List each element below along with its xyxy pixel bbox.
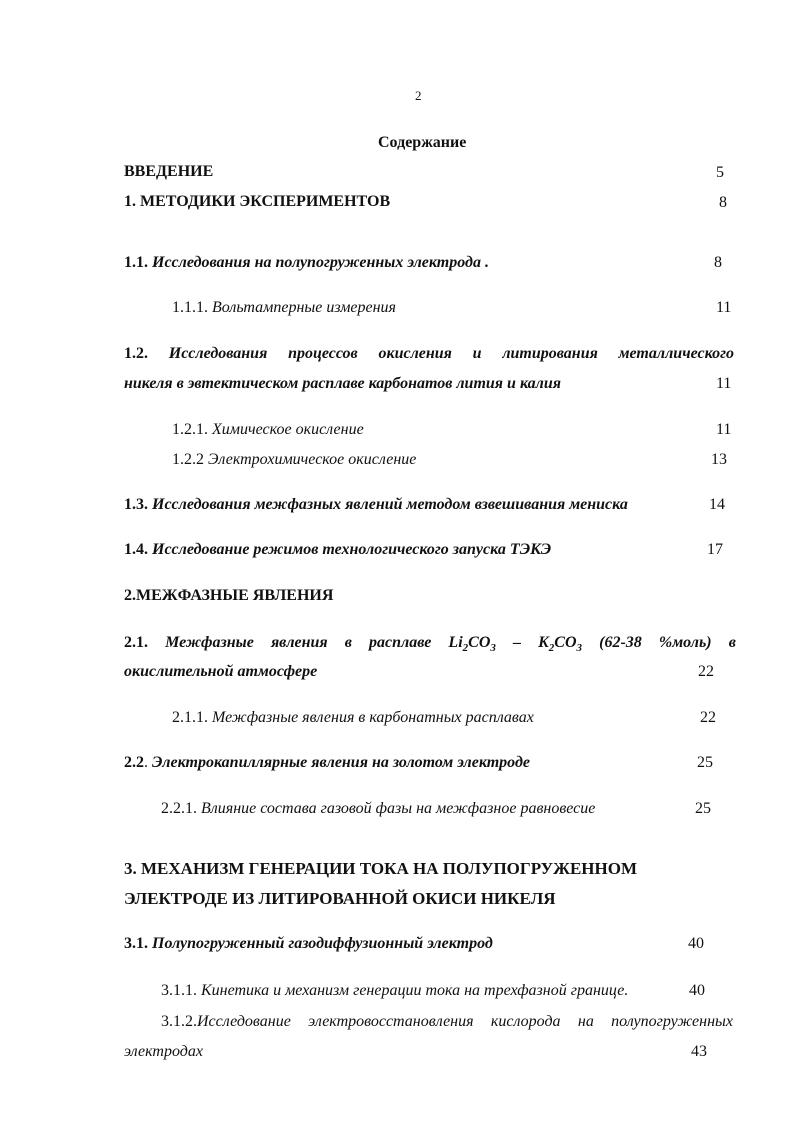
- word: полупогруженных: [611, 1013, 733, 1030]
- entry-number: 1.4.: [124, 541, 148, 558]
- entry-number: 3.1.1.: [161, 982, 197, 999]
- entry-text: Исследование режимов технологического запуска ТЭКЭ: [152, 541, 552, 558]
- toc-entry-3-1-1: [161, 982, 628, 1000]
- toc-page-1-2-1: 11: [716, 421, 732, 438]
- entry-number: 2.1.1.: [172, 709, 208, 726]
- toc-page-1-2-2: 13: [711, 451, 727, 468]
- entry-text: Влияние состава газовой фазы на межфазное равновесие: [201, 800, 596, 817]
- word: процессов: [288, 345, 358, 362]
- toc-entry-1-1: [124, 254, 489, 272]
- word: литирования: [502, 345, 598, 362]
- entry-text: Полупогруженный газодиффузионный электрод: [152, 935, 493, 952]
- formula-li2co3: $Li_2CO_3$: [448, 634, 496, 655]
- toc-page-2-2-1: 25: [695, 800, 711, 817]
- toc-page-1-1-1: 11: [716, 299, 732, 316]
- toc-title: Содержание: [378, 134, 467, 151]
- entry-number: 2.2.1.: [161, 800, 197, 817]
- toc-entry-2-1-1: [172, 709, 534, 727]
- entry-number: 1.2.: [124, 345, 148, 362]
- dash: –: [512, 634, 521, 651]
- entry-text: Электрокапиллярные явления на золотом электроде: [152, 754, 530, 771]
- page-number: 2: [415, 88, 422, 103]
- toc-page-1-4: 17: [707, 541, 723, 558]
- toc-page-1-1: 8: [714, 254, 722, 271]
- toc-page-section-1: 8: [719, 194, 727, 211]
- word: (62-38: [599, 634, 642, 651]
- toc-entry-3-1-2-line1: [161, 1013, 733, 1031]
- toc-page-2-1: 22: [698, 663, 714, 680]
- word: электровосстановления: [308, 1013, 474, 1030]
- word: и: [472, 345, 482, 362]
- word: Исследования: [168, 345, 268, 362]
- entry-number: 2.2: [124, 754, 144, 771]
- toc-entry-1-2-2: [172, 451, 416, 469]
- entry-number: 1.1.1.: [172, 299, 208, 316]
- word: окисления: [378, 345, 452, 362]
- formula-k2co3: $K_2CO_3$: [538, 634, 582, 655]
- entry-dot: .: [144, 754, 148, 771]
- entry-number: 2.1.: [124, 634, 148, 651]
- entry-text: Вольтамперные измерения: [212, 299, 396, 316]
- word: в: [728, 634, 736, 651]
- entry-number: 1.2.2: [172, 451, 204, 468]
- toc-entry-3-1: [124, 935, 493, 953]
- toc-page-3-1-1: 40: [689, 982, 705, 999]
- toc-page-3-1: 40: [688, 935, 704, 952]
- word: %моль): [658, 634, 712, 651]
- toc-page-2-2: 25: [697, 754, 713, 771]
- toc-entry-1-4: [124, 541, 551, 559]
- word: Исследование: [197, 1013, 291, 1030]
- toc-entry-section-3-line2: ЭЛЕКТРОДЕ ИЗ ЛИТИРОВАННОЙ ОКИСИ НИКЕЛЯ: [124, 889, 556, 908]
- entry-number: 1.1.: [124, 254, 148, 271]
- toc-entry-1-2-line1: [124, 345, 734, 363]
- toc-entry-1-3: [124, 496, 628, 514]
- toc-entry-section-3-line1: 3. МЕХАНИЗМ ГЕНЕРАЦИИ ТОКА НА ПОЛУПОГРУЖЕННОМ: [124, 859, 638, 878]
- entry-text: Межфазные явления в карбонатных расплавах: [212, 709, 534, 726]
- toc-page-1-3: 14: [709, 496, 725, 513]
- toc-entry-2-1-line2: окислительной атмосфере: [124, 663, 318, 680]
- entry-text: Исследования на полупогруженных электрода .: [152, 254, 489, 271]
- word: в: [344, 634, 352, 651]
- word: явления: [270, 634, 328, 651]
- entry-number: 1.2.1.: [172, 421, 208, 438]
- entry-number: 1.3.: [124, 496, 148, 513]
- entry-text: Кинетика и механизм генерации тока на трехфазной границе.: [201, 982, 629, 999]
- toc-page-1-2: 11: [716, 375, 732, 392]
- toc-page-intro: 5: [716, 164, 724, 181]
- toc-entry-2-1-line1: [124, 634, 736, 654]
- toc-entry-intro: ВВЕДЕНИЕ: [124, 163, 214, 180]
- word: металлического: [618, 345, 734, 362]
- toc-page-3-1-2: 43: [691, 1043, 707, 1060]
- word: на: [577, 1013, 594, 1030]
- toc-entry-1-2-line2: никеля в эвтектическом расплаве карбонатов лития и калия: [124, 375, 561, 392]
- word: Межфазные: [165, 634, 254, 651]
- entry-number: 3.1.: [124, 935, 148, 952]
- toc-entry-1-2-1: [172, 421, 364, 439]
- entry-text: Химическое окисление: [212, 421, 364, 438]
- entry-text: Исследования межфазных явлений методом взвешивания мениска: [152, 496, 628, 513]
- toc-entry-section-2: 2.МЕЖФАЗНЫЕ ЯВЛЕНИЯ: [124, 587, 334, 604]
- toc-page-2-1-1: 22: [700, 709, 716, 726]
- word: кислорода: [490, 1013, 561, 1030]
- entry-number: 3.1.2.: [161, 1013, 197, 1030]
- toc-entry-1-1-1: [172, 299, 396, 317]
- word: расплаве: [369, 634, 432, 651]
- toc-entry-3-1-2-line2: электродах: [124, 1043, 203, 1060]
- toc-entry-section-1: 1. МЕТОДИКИ ЭКСПЕРИМЕНТОВ: [124, 193, 391, 210]
- entry-text: Электрохимическое окисление: [208, 451, 417, 468]
- toc-entry-2-2-1: [161, 800, 595, 818]
- toc-entry-2-2: [124, 754, 530, 772]
